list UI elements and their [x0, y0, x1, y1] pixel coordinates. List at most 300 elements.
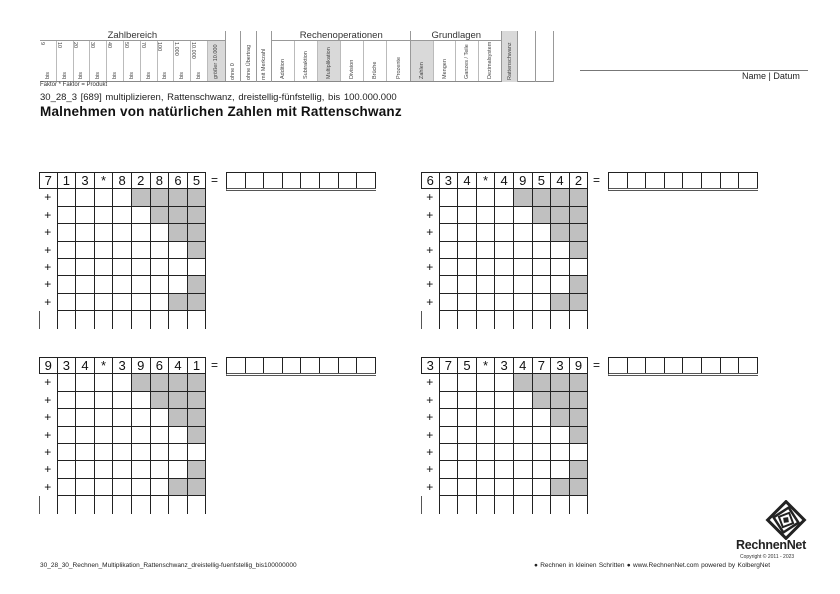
sum-cell[interactable] [477, 496, 496, 513]
answer-cell[interactable] [151, 479, 170, 496]
group-zahlbereich [40, 31, 226, 81]
result-cell[interactable] [665, 358, 684, 373]
answer-cell[interactable] [58, 189, 77, 206]
sum-cell[interactable] [169, 311, 188, 328]
answer-cell[interactable] [76, 259, 95, 276]
answer-cell[interactable] [440, 242, 459, 259]
answer-cell[interactable] [151, 242, 170, 259]
sum-cell[interactable] [39, 311, 58, 328]
sum-cell[interactable] [188, 311, 207, 328]
answer-cell[interactable] [477, 276, 496, 293]
digit-cell: 6 [151, 357, 170, 374]
answer-cell[interactable] [95, 427, 114, 444]
digit-cell: 9 [132, 357, 151, 374]
result-cell[interactable] [246, 173, 265, 188]
partial-product-row [39, 479, 206, 496]
answer-cell[interactable] [533, 427, 552, 444]
answer-cell[interactable] [95, 242, 114, 259]
category-label: ohne Übertrag [245, 44, 252, 80]
result-cell[interactable] [320, 173, 339, 188]
answer-cell[interactable] [169, 444, 188, 461]
result-cell[interactable] [683, 173, 702, 188]
answer-cell[interactable] [58, 427, 77, 444]
result-cell[interactable] [320, 358, 339, 373]
partial-product-row [39, 461, 206, 478]
answer-cell[interactable] [514, 259, 533, 276]
answer-cell[interactable] [58, 444, 77, 461]
shaded-cell [533, 374, 552, 391]
answer-cell[interactable] [514, 207, 533, 224]
sum-cell[interactable] [570, 311, 589, 328]
sum-cell[interactable] [169, 496, 188, 513]
answer-cell[interactable] [514, 427, 533, 444]
answer-cell[interactable] [113, 374, 132, 391]
shaded-cell [188, 224, 207, 241]
sum-cell[interactable] [533, 496, 552, 513]
result-cell[interactable] [301, 358, 320, 373]
answer-cell[interactable] [151, 427, 170, 444]
answer-cell[interactable] [533, 444, 552, 461]
answer-cell[interactable] [76, 207, 95, 224]
answer-cell[interactable] [495, 444, 514, 461]
answer-cell[interactable] [458, 259, 477, 276]
sum-cell[interactable] [113, 311, 132, 328]
answer-cell[interactable] [477, 242, 496, 259]
sum-cell[interactable] [477, 311, 496, 328]
answer-cell[interactable] [495, 207, 514, 224]
multiply-sign: * [95, 357, 114, 374]
worksheet-title: Malnehmen von natürlichen Zahlen mit Rattenschwanz [40, 104, 402, 119]
answer-cell[interactable] [58, 276, 77, 293]
answer-cell[interactable] [458, 189, 477, 206]
category-label: Subtraktion [303, 51, 310, 79]
answer-cell[interactable] [76, 461, 95, 478]
answer-cell[interactable] [113, 189, 132, 206]
result-cell[interactable] [246, 358, 265, 373]
plus-sign: + [39, 409, 58, 426]
sum-cell[interactable] [95, 496, 114, 513]
partial-product-row [39, 242, 206, 259]
answer-cell[interactable] [95, 392, 114, 409]
result-cell[interactable] [628, 173, 647, 188]
answer-cell[interactable] [132, 479, 151, 496]
answer-cell[interactable] [132, 276, 151, 293]
sum-cell[interactable] [421, 496, 440, 513]
partial-product-row [39, 276, 206, 293]
answer-cell[interactable] [440, 392, 459, 409]
result-cell[interactable] [739, 358, 758, 373]
sum-cell[interactable] [570, 496, 589, 513]
answer-cell[interactable] [95, 444, 114, 461]
sum-cell[interactable] [440, 496, 459, 513]
answer-cell[interactable] [551, 444, 570, 461]
answer-cell[interactable] [132, 224, 151, 241]
answer-cell[interactable] [477, 427, 496, 444]
answer-cell[interactable] [551, 259, 570, 276]
answer-cell[interactable] [458, 374, 477, 391]
answer-cell[interactable] [514, 242, 533, 259]
answer-cell[interactable] [477, 259, 496, 276]
answer-cell[interactable] [95, 294, 114, 311]
result-cell[interactable] [628, 358, 647, 373]
answer-cell[interactable] [495, 224, 514, 241]
answer-cell[interactable] [514, 479, 533, 496]
answer-cell[interactable] [570, 444, 589, 461]
sum-cell[interactable] [113, 496, 132, 513]
category-label: Division [349, 59, 356, 79]
answer-cell[interactable] [76, 444, 95, 461]
answer-cell[interactable] [458, 444, 477, 461]
shaded-cell [169, 207, 188, 224]
shaded-cell [551, 479, 570, 496]
answer-cell[interactable] [151, 294, 170, 311]
sum-cell[interactable] [132, 311, 151, 328]
answer-cell[interactable] [477, 444, 496, 461]
answer-cell[interactable] [132, 259, 151, 276]
result-cell[interactable] [702, 173, 721, 188]
answer-cell[interactable] [514, 224, 533, 241]
answer-cell[interactable] [58, 224, 77, 241]
result-cell[interactable] [339, 173, 358, 188]
answer-cell[interactable] [132, 409, 151, 426]
plus-sign: + [39, 294, 58, 311]
result-cell[interactable] [721, 173, 740, 188]
digit-cell: 1 [58, 172, 77, 189]
answer-cell[interactable] [440, 461, 459, 478]
answer-cell[interactable] [151, 276, 170, 293]
sum-cell[interactable] [458, 311, 477, 328]
answer-cell[interactable] [533, 242, 552, 259]
partial-product-row [421, 224, 588, 241]
answer-cell[interactable] [495, 374, 514, 391]
sum-row [39, 311, 206, 329]
answer-cell[interactable] [514, 444, 533, 461]
answer-cell[interactable] [113, 294, 132, 311]
answer-cell[interactable] [113, 224, 132, 241]
result-cell[interactable] [721, 358, 740, 373]
answer-cell[interactable] [495, 427, 514, 444]
answer-cell[interactable] [495, 189, 514, 206]
answer-cell[interactable] [514, 392, 533, 409]
category-label: bis [128, 71, 135, 79]
sum-cell[interactable] [551, 496, 570, 513]
answer-cell[interactable] [76, 276, 95, 293]
sum-cell[interactable] [514, 496, 533, 513]
digit-cell: 3 [551, 357, 570, 374]
answer-cell[interactable] [440, 207, 459, 224]
answer-cell[interactable] [76, 427, 95, 444]
answer-cell[interactable] [113, 479, 132, 496]
plus-sign: + [39, 189, 58, 206]
answer-cell[interactable] [132, 294, 151, 311]
answer-cell[interactable] [514, 409, 533, 426]
answer-cell[interactable] [495, 259, 514, 276]
answer-cell[interactable] [76, 409, 95, 426]
answer-cell[interactable] [58, 374, 77, 391]
answer-cell[interactable] [533, 294, 552, 311]
answer-cell[interactable] [551, 242, 570, 259]
digit-cell: 1 [188, 357, 207, 374]
answer-cell[interactable] [458, 427, 477, 444]
answer-cell[interactable] [477, 479, 496, 496]
answer-cell[interactable] [169, 242, 188, 259]
answer-cell[interactable] [440, 409, 459, 426]
digit-cell: 3 [421, 357, 440, 374]
answer-cell[interactable] [58, 259, 77, 276]
answer-cell[interactable] [113, 409, 132, 426]
answer-cell[interactable] [151, 409, 170, 426]
answer-cell[interactable] [477, 409, 496, 426]
answer-cell[interactable] [495, 392, 514, 409]
result-cell[interactable] [609, 173, 628, 188]
answer-cell[interactable] [113, 392, 132, 409]
answer-cell[interactable] [551, 427, 570, 444]
answer-cell[interactable] [113, 444, 132, 461]
result-cell[interactable] [665, 173, 684, 188]
answer-cell[interactable] [58, 392, 77, 409]
group-grundlagen [411, 31, 502, 81]
answer-cell[interactable] [113, 427, 132, 444]
answer-cell[interactable] [440, 189, 459, 206]
result-cell[interactable] [227, 358, 246, 373]
shaded-cell [188, 461, 207, 478]
result-cell[interactable] [227, 173, 246, 188]
category-label: bis [61, 71, 68, 79]
answer-cell[interactable] [58, 294, 77, 311]
answer-cell[interactable] [113, 242, 132, 259]
shaded-cell [570, 189, 589, 206]
answer-cell[interactable] [95, 224, 114, 241]
answer-cell[interactable] [95, 276, 114, 293]
answer-cell[interactable] [477, 392, 496, 409]
answer-cell[interactable] [533, 224, 552, 241]
answer-cell[interactable] [440, 276, 459, 293]
category-column [124, 41, 141, 81]
answer-cell[interactable] [76, 374, 95, 391]
answer-cell[interactable] [151, 224, 170, 241]
answer-cell[interactable] [440, 224, 459, 241]
answer-cell[interactable] [95, 409, 114, 426]
category-label: Zahlen [419, 62, 426, 79]
result-cell[interactable] [357, 358, 376, 373]
sum-cell[interactable] [151, 496, 170, 513]
answer-cell[interactable] [132, 242, 151, 259]
answer-cell[interactable] [458, 294, 477, 311]
result-cell[interactable] [646, 173, 665, 188]
sum-cell[interactable] [76, 311, 95, 328]
answer-cell[interactable] [58, 242, 77, 259]
answer-cell[interactable] [151, 461, 170, 478]
result-cell[interactable] [339, 358, 358, 373]
result-cell[interactable] [702, 358, 721, 373]
answer-cell[interactable] [151, 259, 170, 276]
shaded-cell [132, 189, 151, 206]
answer-cell[interactable] [440, 259, 459, 276]
answer-cell[interactable] [440, 444, 459, 461]
answer-cell[interactable] [495, 461, 514, 478]
answer-cell[interactable] [533, 276, 552, 293]
sum-cell[interactable] [514, 311, 533, 328]
answer-cell[interactable] [533, 479, 552, 496]
result-cell[interactable] [264, 173, 283, 188]
shaded-cell [570, 461, 589, 478]
result-cell[interactable] [264, 358, 283, 373]
sum-cell[interactable] [39, 496, 58, 513]
answer-cell[interactable] [76, 479, 95, 496]
answer-cell[interactable] [58, 479, 77, 496]
result-cell[interactable] [609, 358, 628, 373]
answer-cell[interactable] [570, 259, 589, 276]
answer-cell[interactable] [477, 207, 496, 224]
answer-cell[interactable] [188, 259, 207, 276]
answer-cell[interactable] [95, 259, 114, 276]
sum-cell[interactable] [458, 496, 477, 513]
sum-cell[interactable] [495, 496, 514, 513]
name-date-label: Name | Datum [742, 71, 800, 81]
answer-cell[interactable] [169, 427, 188, 444]
answer-cell[interactable] [95, 461, 114, 478]
sum-cell[interactable] [58, 496, 77, 513]
answer-cell[interactable] [551, 276, 570, 293]
answer-cell[interactable] [477, 224, 496, 241]
formula-note: Faktor * Faktor = Produkt [40, 82, 108, 88]
sum-cell[interactable] [440, 311, 459, 328]
result-cell[interactable] [357, 173, 376, 188]
category-label: Dezimalsystem [487, 41, 494, 79]
result-cell[interactable] [283, 173, 302, 188]
digit-cell: 7 [440, 357, 459, 374]
answer-cell[interactable] [458, 461, 477, 478]
answer-cell[interactable] [132, 444, 151, 461]
category-label: größer 10.000 [213, 44, 220, 79]
category-value: 10.000 [190, 42, 197, 59]
digit-cell: 3 [440, 172, 459, 189]
result-cell[interactable] [646, 358, 665, 373]
shaded-cell [570, 224, 589, 241]
answer-cell[interactable] [495, 276, 514, 293]
answer-cell[interactable] [76, 294, 95, 311]
answer-cell[interactable] [169, 259, 188, 276]
answer-cell[interactable] [95, 479, 114, 496]
shaded-cell [570, 294, 589, 311]
answer-cell[interactable] [495, 242, 514, 259]
answer-cell[interactable] [169, 461, 188, 478]
answer-cell[interactable] [76, 189, 95, 206]
answer-cell[interactable] [477, 461, 496, 478]
answer-cell[interactable] [113, 207, 132, 224]
answer-cell[interactable] [58, 461, 77, 478]
result-cell[interactable] [739, 173, 758, 188]
sum-cell[interactable] [551, 311, 570, 328]
answer-cell[interactable] [458, 409, 477, 426]
answer-cell[interactable] [132, 207, 151, 224]
answer-cell[interactable] [458, 207, 477, 224]
answer-cell[interactable] [458, 242, 477, 259]
answer-cell[interactable] [132, 427, 151, 444]
answer-cell[interactable] [533, 461, 552, 478]
answer-cell[interactable] [440, 479, 459, 496]
answer-cell[interactable] [477, 294, 496, 311]
answer-cell[interactable] [76, 224, 95, 241]
answer-cell[interactable] [458, 392, 477, 409]
category-value: 1.000 [173, 42, 180, 56]
answer-cell[interactable] [151, 444, 170, 461]
answer-cell[interactable] [514, 461, 533, 478]
partial-product-row [39, 294, 206, 311]
group-zahlbereich-title: Zahlbereich [40, 31, 225, 41]
sum-cell[interactable] [188, 496, 207, 513]
answer-cell[interactable] [95, 374, 114, 391]
sum-cell[interactable] [151, 311, 170, 328]
answer-cell[interactable] [58, 409, 77, 426]
answer-cell[interactable] [551, 461, 570, 478]
answer-cell[interactable] [477, 374, 496, 391]
shaded-cell [570, 479, 589, 496]
answer-cell[interactable] [440, 294, 459, 311]
multiply-sign: * [477, 172, 496, 189]
answer-cell[interactable] [440, 427, 459, 444]
answer-cell[interactable] [458, 276, 477, 293]
answer-cell[interactable] [132, 392, 151, 409]
partial-product-row [421, 461, 588, 478]
result-cell[interactable] [301, 173, 320, 188]
answer-cell[interactable] [95, 189, 114, 206]
answer-cell[interactable] [113, 276, 132, 293]
shaded-cell [169, 224, 188, 241]
result-cell[interactable] [283, 358, 302, 373]
sum-cell[interactable] [58, 311, 77, 328]
answer-cell[interactable] [113, 461, 132, 478]
answer-cell[interactable] [113, 259, 132, 276]
category-column [434, 41, 457, 81]
category-label: Brüche [372, 61, 379, 79]
partial-product-row [39, 444, 206, 461]
answer-cell[interactable] [132, 461, 151, 478]
sum-cell[interactable] [95, 311, 114, 328]
answer-cell[interactable] [458, 479, 477, 496]
answer-cell[interactable] [477, 189, 496, 206]
answer-cell[interactable] [533, 259, 552, 276]
answer-cell[interactable] [533, 409, 552, 426]
sum-cell[interactable] [495, 311, 514, 328]
answer-cell[interactable] [188, 444, 207, 461]
multiplication-grid [39, 172, 206, 329]
category-value: 20 [72, 42, 79, 49]
shaded-cell [188, 276, 207, 293]
digit-cell: 5 [188, 172, 207, 189]
sum-cell[interactable] [132, 496, 151, 513]
sum-cell[interactable] [533, 311, 552, 328]
answer-cell[interactable] [169, 276, 188, 293]
answer-cell[interactable] [495, 409, 514, 426]
answer-cell[interactable] [76, 392, 95, 409]
sum-cell[interactable] [421, 311, 440, 328]
answer-cell[interactable] [514, 276, 533, 293]
answer-cell[interactable] [495, 294, 514, 311]
answer-cell[interactable] [458, 224, 477, 241]
group-rechenoperationen [272, 31, 411, 81]
answer-cell[interactable] [95, 207, 114, 224]
shaded-cell [169, 479, 188, 496]
answer-cell[interactable] [76, 242, 95, 259]
answer-cell[interactable] [514, 294, 533, 311]
sum-cell[interactable] [76, 496, 95, 513]
partial-product-row [39, 374, 206, 391]
answer-cell[interactable] [440, 374, 459, 391]
answer-cell[interactable] [495, 479, 514, 496]
answer-cell[interactable] [58, 207, 77, 224]
result-cell[interactable] [683, 358, 702, 373]
